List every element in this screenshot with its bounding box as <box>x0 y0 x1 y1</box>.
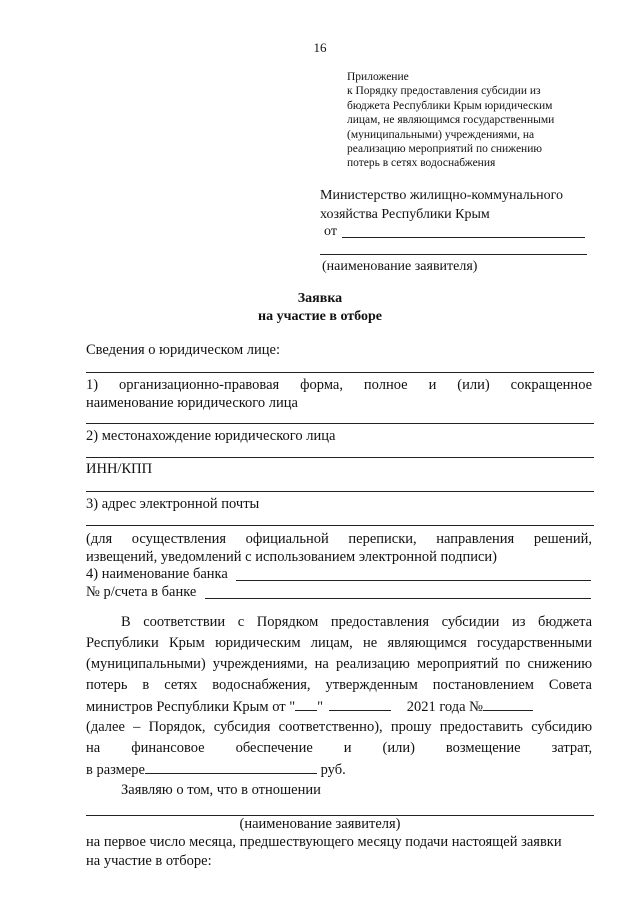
word: и <box>343 740 352 756</box>
word: (муниципальными) <box>86 656 206 672</box>
appendix-block <box>347 70 554 171</box>
statement-line1 <box>121 614 592 631</box>
email-field[interactable] <box>86 491 594 492</box>
statement-line5 <box>86 698 592 716</box>
statement-line4 <box>86 677 592 694</box>
addressee-ministry-line2: хозяйства Республики Крым <box>320 207 490 222</box>
applicant-caption: (наименование заявителя) <box>239 816 401 832</box>
word: на <box>314 656 329 672</box>
word: бюджета <box>538 614 593 630</box>
word: (или) <box>382 740 415 756</box>
purpose-line1 <box>86 531 592 548</box>
statement-line7 <box>86 740 592 757</box>
word: 2021 года № <box>406 699 484 715</box>
item3-label: 3) адрес электронной почты <box>86 496 260 512</box>
word: государственными <box>476 635 592 651</box>
word: министров Республики Крым от " <box>86 699 296 715</box>
statement-line3 <box>86 656 592 673</box>
word: потерь <box>86 677 128 693</box>
word: Крым <box>168 635 205 651</box>
word: руб. <box>320 762 346 778</box>
word: возмещение <box>445 740 521 756</box>
appendix-line: потерь в сетях водоснабжения <box>347 157 496 170</box>
entity-name-field[interactable] <box>86 372 594 373</box>
word: осуществления <box>131 531 227 547</box>
word: реализацию <box>335 656 410 672</box>
word: затрат, <box>551 740 593 756</box>
word: (или) <box>457 377 490 393</box>
word: и <box>428 377 437 393</box>
resolution-month-field[interactable] <box>329 698 391 711</box>
statement-line8 <box>86 761 346 779</box>
word: Республики <box>86 635 159 651</box>
appendix-line: к Порядку предоставления субсидии из <box>347 85 541 98</box>
appendix-line: Приложение <box>347 71 409 83</box>
word: форма, <box>300 377 343 393</box>
word: (далее <box>86 719 125 735</box>
word: Порядком <box>256 614 319 630</box>
resolution-number-field[interactable] <box>483 698 533 711</box>
word: направления <box>436 531 515 547</box>
page-number: 16 <box>313 40 327 55</box>
addressee-ministry-line1: Министерство жилищно-коммунального <box>320 188 564 203</box>
word: не <box>363 635 378 651</box>
inn-kpp-field[interactable] <box>86 457 594 458</box>
item1-line2: наименование юридического лица <box>86 395 298 411</box>
word: предоставить <box>439 719 523 735</box>
word: переписки, <box>348 531 417 547</box>
word: утвержденным <box>325 677 418 693</box>
appendix-line: реализацию мероприятий по снижению <box>347 143 542 156</box>
word: " <box>317 699 324 715</box>
entity-info-label: Сведения о юридическом лице: <box>86 342 280 358</box>
word: 1) <box>86 377 99 393</box>
word: с <box>237 614 245 630</box>
item1-line1 <box>86 377 592 394</box>
word: субсидию <box>531 719 593 735</box>
document-subtitle: на участие в отборе <box>258 309 382 324</box>
resolution-day-field[interactable] <box>295 698 317 711</box>
account-field[interactable] <box>205 598 591 599</box>
word: организационно-правовая <box>119 377 280 393</box>
word: на <box>86 740 101 756</box>
bank-name-field[interactable] <box>236 580 591 581</box>
word: водоснабжения, <box>212 677 311 693</box>
word: субсидия <box>213 719 271 735</box>
word: официальной <box>245 531 329 547</box>
subsidy-amount-field[interactable] <box>145 761 317 774</box>
statement-line6 <box>86 719 592 736</box>
item4-label: 4) наименование банка <box>86 566 228 582</box>
word: являющимся <box>387 635 467 651</box>
word: мероприятий <box>416 656 499 672</box>
document-title: Заявка <box>297 291 343 306</box>
word: обеспечение <box>235 740 313 756</box>
statement-line2 <box>86 635 592 652</box>
word: В <box>121 614 131 630</box>
word: учреждениями, <box>212 656 308 672</box>
word: соответствии <box>143 614 226 630</box>
word: сетях <box>164 677 198 693</box>
word: лицам, <box>310 635 353 651</box>
word: в размере <box>86 762 145 778</box>
word: снижению <box>527 656 593 672</box>
word: – <box>133 719 141 735</box>
addressee-from-field[interactable] <box>342 237 585 238</box>
appendix-line: (муниципальными) учреждениями, на <box>347 128 535 141</box>
word: (для <box>86 531 113 547</box>
appendix-line: лицам, не являющимся государственными <box>347 114 555 127</box>
word: постановлением <box>432 677 534 693</box>
word: субсидии <box>441 614 500 630</box>
statement-p2: Заявляю о том, что в отношении <box>121 782 321 798</box>
purpose-line2: извещений, уведомлений с использованием электронной подписи) <box>86 549 498 565</box>
addressee-from-label: от <box>324 224 337 239</box>
inn-kpp-label: ИНН/КПП <box>86 461 153 477</box>
word: прошу <box>390 719 432 735</box>
word: решений, <box>533 531 593 547</box>
word: в <box>142 677 150 693</box>
address-field[interactable] <box>86 423 594 424</box>
word: юридическим <box>215 635 301 651</box>
statement-p3-line1: на первое число месяца, предшествующего месяцу подачи настоящей заявки <box>86 834 562 850</box>
word: Порядок, <box>148 719 206 735</box>
word: из <box>511 614 526 630</box>
word: полное <box>363 377 408 393</box>
word: по <box>505 656 521 672</box>
appendix-line: бюджета Республики Крым юридическим <box>347 99 553 112</box>
item2-label: 2) местонахождение юридического лица <box>86 428 336 444</box>
statement-p3-line2: на участие в отборе: <box>86 853 212 869</box>
word: предоставления <box>330 614 429 630</box>
correspondence-field[interactable] <box>86 525 594 526</box>
word: Совета <box>548 677 592 693</box>
account-label: № р/счета в банке <box>86 584 197 600</box>
word: соответственно), <box>278 719 383 735</box>
addressee-applicant-field[interactable] <box>320 254 587 255</box>
addressee-applicant-caption: (наименование заявителя) <box>322 259 478 274</box>
word: финансовое <box>131 740 205 756</box>
word: сокращенное <box>510 377 593 393</box>
